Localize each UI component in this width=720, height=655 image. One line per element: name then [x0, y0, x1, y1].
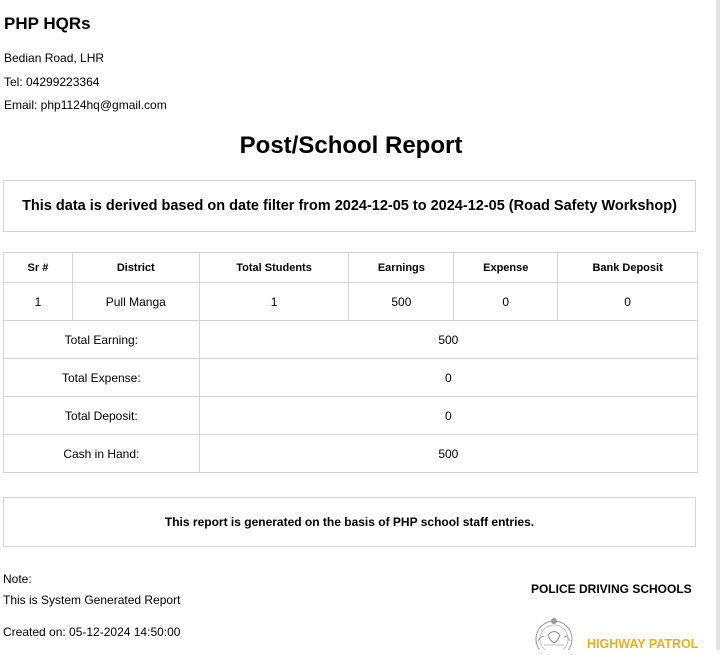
column-header-district: District [72, 253, 199, 283]
cell-total-students: 1 [199, 283, 349, 321]
summary-value: 0 [199, 359, 697, 397]
basis-banner [3, 497, 696, 547]
highway-patrol-text: HIGHWAY PATROL [587, 637, 699, 651]
page-title: Post/School Report [239, 132, 463, 159]
column-header-bank-deposit: Bank Deposit [558, 253, 698, 283]
table-header-row [4, 253, 698, 283]
org-label: POLICE DRIVING SCHOOLS [531, 582, 692, 596]
filter-text: This data is derived based on date filter from 2024-12-05 to 2024-12-05 (Road Safety Workshop) [22, 198, 677, 214]
summary-value: 500 [199, 321, 697, 359]
report-table [3, 252, 698, 473]
filter-banner [3, 180, 696, 232]
org-email: Email: php1124hq@gmail.com [4, 98, 167, 112]
table-row [4, 283, 698, 321]
summary-row [4, 359, 698, 397]
summary-label: Total Expense: [4, 359, 200, 397]
note-label: Note: [3, 572, 32, 586]
created-on: Created on: 05-12-2024 14:50:00 [3, 625, 181, 639]
org-address: Bedian Road, LHR [4, 51, 105, 65]
summary-value: 500 [199, 435, 697, 473]
column-header-sr: Sr # [4, 253, 73, 283]
summary-row [4, 397, 698, 435]
basis-text: This report is generated on the basis of PHP school staff entries. [164, 515, 535, 529]
org-name: PHP HQRs [4, 14, 91, 33]
cell-bank-deposit: 0 [558, 283, 698, 321]
org-phone: Tel: 04299223364 [4, 75, 100, 89]
cell-earnings: 500 [349, 283, 454, 321]
summary-row [4, 435, 698, 473]
column-header-expense: Expense [454, 253, 558, 283]
summary-label: Cash in Hand: [4, 435, 200, 473]
column-header-earnings: Earnings [349, 253, 454, 283]
cell-district: Pull Manga [72, 283, 199, 321]
note-text: This is System Generated Report [3, 593, 181, 607]
column-header-total-students: Total Students [199, 253, 349, 283]
summary-label: Total Deposit: [4, 397, 200, 435]
cell-sr: 1 [4, 283, 73, 321]
summary-label: Total Earning: [4, 321, 200, 359]
page-edge [716, 0, 720, 650]
highway-patrol-emblem-icon [528, 611, 588, 650]
summary-value: 0 [199, 397, 697, 435]
summary-row [4, 321, 698, 359]
cell-expense: 0 [454, 283, 558, 321]
